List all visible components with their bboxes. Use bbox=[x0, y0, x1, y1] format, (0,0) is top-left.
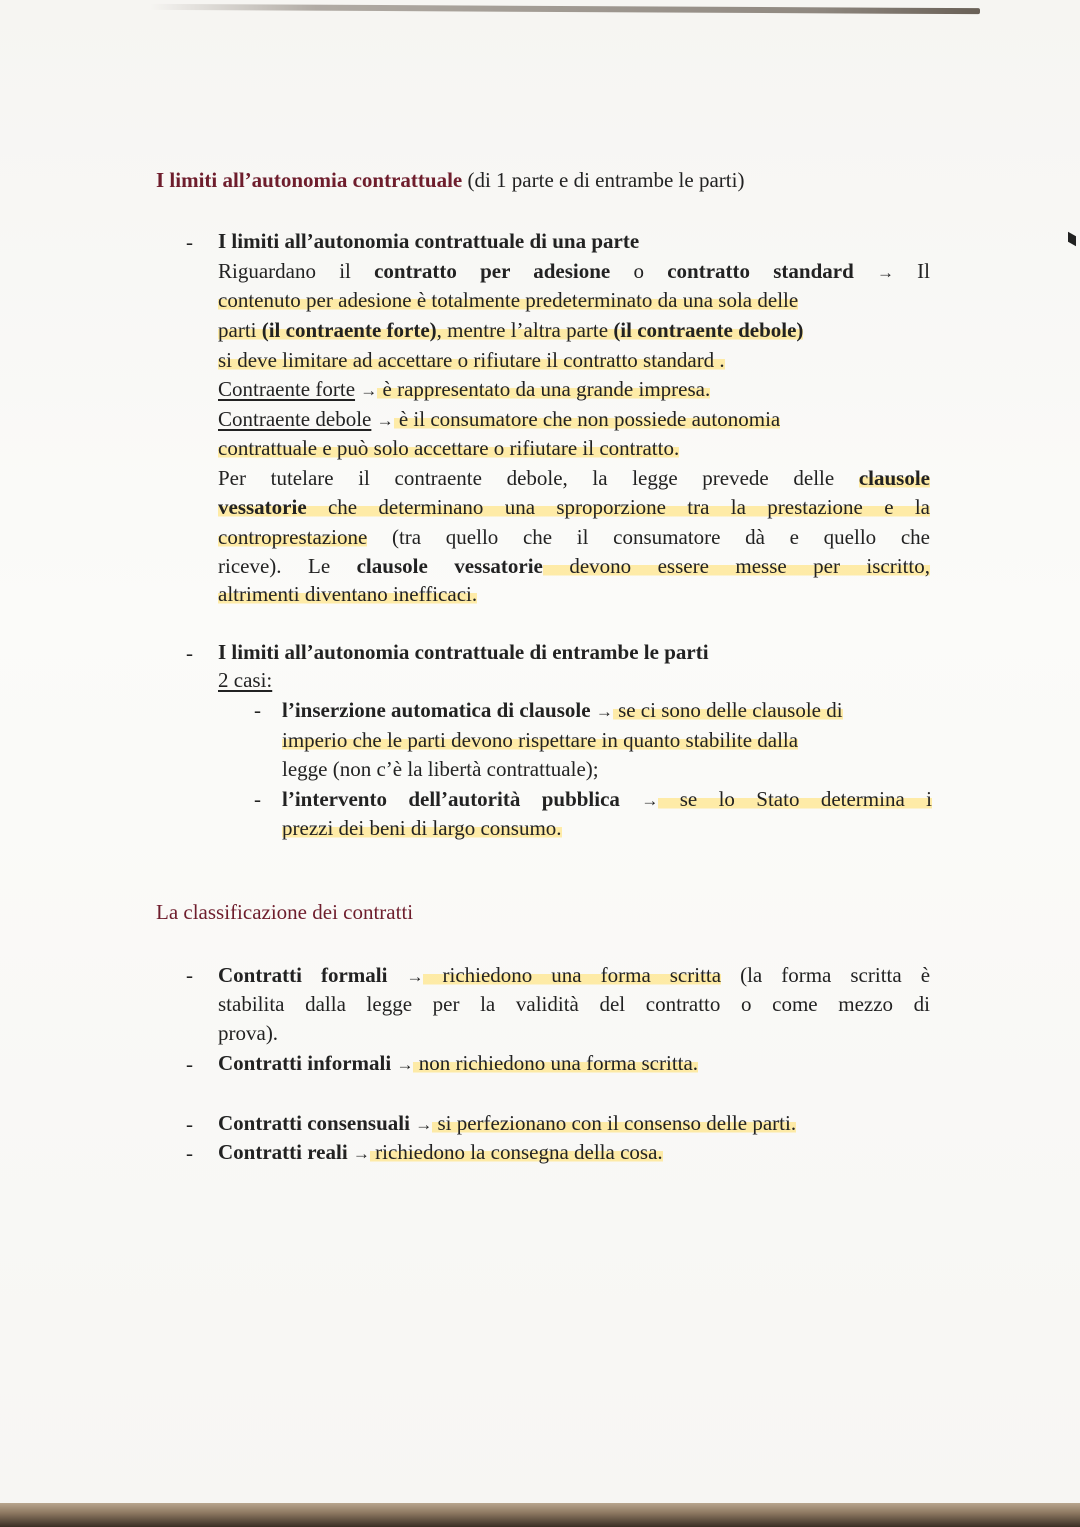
arrow-icon: → bbox=[415, 1115, 433, 1134]
table-surface bbox=[0, 1503, 1080, 1527]
item-title-entrambe: I limiti all’autonomia contrattuale di entrambe le parti bbox=[218, 640, 709, 664]
sub-item-line: l’inserzione automatica di clausole → se ci sono delle clausole di bbox=[282, 696, 843, 726]
paragraph-line: Contraente debole → è il consumatore che non possiede autonomia bbox=[218, 405, 780, 435]
list-item-formali: Contratti formali → richiedono una forma scritta (la forma scritta è bbox=[218, 961, 930, 991]
paragraph-line: controprestazione (tra quello che il consumatore dà e quello che bbox=[218, 525, 930, 549]
list-item-informali: Contratti informali → non richiedono una forma scritta. bbox=[218, 1049, 698, 1079]
paragraph-line: Riguardano il contratto per adesione o contratto standard → Il bbox=[218, 257, 930, 287]
bullet-dash: - bbox=[186, 1052, 193, 1076]
paragraph-line: stabilita dalla legge per la validità del contratto o come mezzo di bbox=[218, 992, 930, 1016]
arrow-icon: → bbox=[376, 411, 394, 430]
paragraph-line: parti (il contraente forte), mentre l’altra parte (il contraente debole) bbox=[218, 318, 804, 342]
paragraph-line: altrimenti diventano inefficaci. bbox=[218, 582, 478, 606]
section-heading-classificazione bbox=[156, 900, 413, 925]
section-title: La classificazione dei contratti bbox=[156, 900, 414, 924]
bullet-dash: - bbox=[186, 1112, 193, 1136]
arrow-icon: → bbox=[876, 263, 894, 282]
paragraph-line: contenuto per adesione è totalmente predeterminato da una sola delle bbox=[218, 288, 799, 312]
arrow-icon: → bbox=[595, 702, 613, 721]
section-subtitle: (di 1 parte e di entrambe le parti) bbox=[467, 168, 745, 192]
paragraph-line: si deve limitare ad accettare o rifiutare il contratto standard . bbox=[218, 348, 725, 372]
arrow-icon: → bbox=[396, 1055, 414, 1074]
arrow-icon: → bbox=[641, 791, 659, 810]
sub-item-line: l’intervento dell’autorità pubblica → se lo Stato determina i bbox=[282, 785, 932, 815]
bullet-dash: - bbox=[186, 1141, 193, 1165]
bullet-dash: - bbox=[186, 230, 193, 254]
paragraph-line: riceve). Le clausole vessatorie devono essere messe per iscritto, bbox=[218, 554, 930, 578]
section-heading-limiti bbox=[156, 168, 744, 193]
item-title-una-parte: I limiti all’autonomia contrattuale di una parte bbox=[218, 229, 640, 253]
bullet-dash: - bbox=[186, 641, 193, 665]
paragraph-line: contrattuale e può solo accettare o rifiutare il contratto. bbox=[218, 436, 680, 460]
sub-item-line: prezzi dei beni di largo consumo. bbox=[282, 816, 562, 840]
paragraph-line: Contraente forte → è rappresentato da una grande impresa. bbox=[218, 375, 710, 405]
arrow-icon: → bbox=[406, 967, 424, 986]
sub-item-line: legge (non c’è la libertà contrattuale); bbox=[282, 757, 599, 781]
paragraph-line: Per tutelare il contraente debole, la legge prevede delle clausole bbox=[218, 466, 930, 490]
sub-bullet-dash: - bbox=[254, 698, 261, 722]
paragraph-line: prova). bbox=[218, 1021, 279, 1045]
list-item-reali: Contratti reali → richiedono la consegna della cosa. bbox=[218, 1138, 663, 1168]
cases-label: 2 casi: bbox=[218, 668, 273, 692]
list-item-consensuali: Contratti consensuali → si perfezionano con il consenso delle parti. bbox=[218, 1109, 796, 1139]
arrow-icon: → bbox=[360, 381, 378, 400]
bullet-dash: - bbox=[186, 963, 193, 987]
sub-bullet-dash: - bbox=[254, 787, 261, 811]
section-title: I limiti all’autonomia contrattuale bbox=[156, 168, 463, 192]
sub-item-line: imperio che le parti devono rispettare in quanto stabilite dalla bbox=[282, 728, 799, 752]
arrow-icon: → bbox=[352, 1144, 370, 1163]
paragraph-line: vessatorie che determinano una sproporzione tra la prestazione e la bbox=[218, 495, 930, 519]
